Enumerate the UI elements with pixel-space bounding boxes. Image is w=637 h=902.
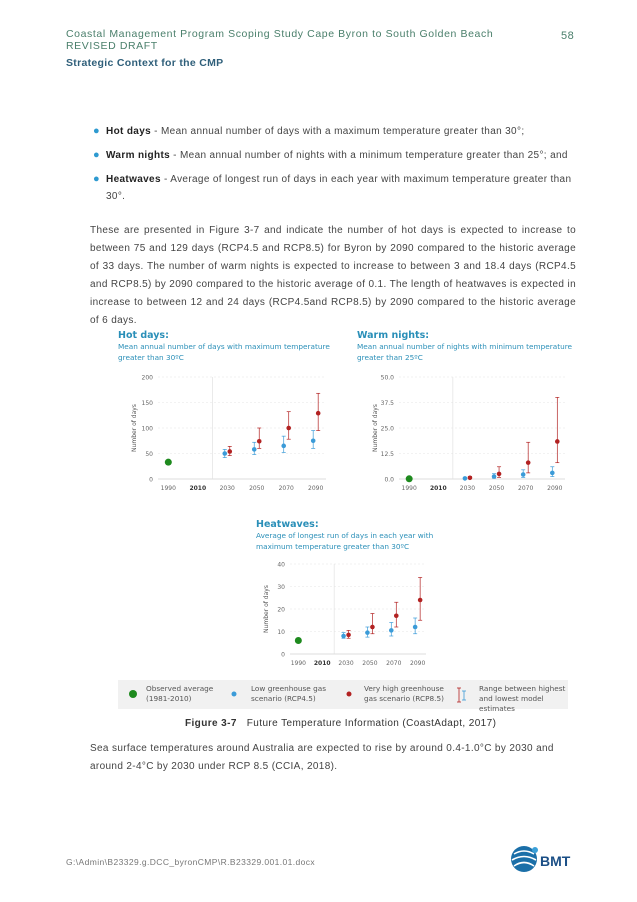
legend-observed: Observed average (1981-2010): [146, 684, 214, 703]
low-scenario-point: [521, 472, 526, 477]
bullet-text: - Mean annual number of nights with a minimum temperature greater than 25°; and: [170, 150, 568, 161]
high-scenario-point: [468, 475, 473, 480]
heatwaves-chart: [256, 554, 431, 674]
bullet-hot-days: [93, 123, 576, 140]
high-scenario-point: [555, 439, 560, 444]
body-paragraph-1: These are presented in Figure 3-7 and indicate the number of hot days is expected to increase to between 75 and 129 days (RCP4.5 and RCP8.5) for Byron by 2090 compared to the historic average of 33 days. The number of warm nights is expected to increase to between 3 and 18.4 days (RCP4.5 and RCP8.5) by 2090 compared to the historic average of 0.1. The length of heatwaves is expected in increase to between 12 and 24 days (RCP4.5and RCP8.5) by 2090 compared to the historic average of 6 days.: [90, 225, 576, 326]
bullet-dot-icon: ●: [93, 125, 100, 137]
x-tick-label: 2010: [313, 660, 331, 667]
header-title: Coastal Management Program Scoping Study Cape Byron to South Golden Beach REVISED DRAFT: [66, 28, 494, 52]
y-tick-label: 50.0: [380, 374, 394, 382]
y-tick-label: 20: [277, 606, 285, 614]
chart-subtitle: Mean annual number of nights with minimum temperature greater than 25ºC: [357, 342, 573, 362]
y-tick-label: 0.0: [384, 476, 394, 484]
chart-title: Heatwaves:: [256, 519, 319, 530]
observed-point: [406, 475, 413, 482]
high-scenario-point: [316, 411, 321, 416]
high-scenario-point: [286, 426, 291, 431]
low-scenario-point: [341, 634, 346, 639]
legend-low: Low greenhouse gas scenario (RCP4.5): [251, 684, 326, 703]
section-title: Strategic Context for the CMP: [66, 57, 224, 69]
body-paragraph-2: Sea surface temperatures around Australia are expected to rise by around 0.4-1.0°C by 2030 and around 2-4°C by 2030 under RCP 8.5 (CCIA, 2018).: [90, 743, 554, 772]
bullet-dot-icon: ●: [93, 173, 100, 185]
page-number: 58: [561, 30, 575, 42]
warm-nights-chart: [357, 365, 572, 495]
y-tick-label: 10: [277, 629, 285, 636]
bullet-term: Heatwaves: [106, 174, 161, 185]
y-tick-label: 0: [281, 651, 285, 659]
y-axis-label: Number of days: [131, 404, 138, 452]
high-scenario-point: [526, 460, 531, 465]
warm-nights-panel: [357, 330, 582, 500]
y-axis-label: Number of days: [372, 404, 379, 452]
hot-days-panel: [118, 330, 343, 500]
chart-title: Hot days:: [118, 330, 169, 341]
bullet-text: - Mean annual number of days with a maximum temperature greater than 30°;: [151, 126, 525, 137]
y-tick-label: 200: [141, 374, 153, 382]
low-scenario-point: [311, 438, 316, 443]
low-scenario-point: [492, 474, 497, 479]
bmt-globe-icon: [511, 846, 538, 872]
x-tick-label: 2090: [308, 485, 324, 492]
low-scenario-point: [389, 628, 394, 633]
footer-path: G:\Admin\B23329.g.DCC_byronCMP\R.B23329.001.01.docx: [66, 857, 316, 867]
y-tick-label: 0: [149, 476, 153, 484]
low-scenario-point: [413, 625, 418, 630]
hot-days-chart: [118, 365, 333, 495]
high-scenario-point: [346, 633, 351, 638]
x-tick-label: 2050: [362, 660, 378, 667]
x-tick-label: 2090: [410, 660, 426, 667]
x-tick-label: 2070: [386, 660, 402, 667]
caption-label: Figure 3-7: [185, 718, 237, 729]
high-scenario-point: [394, 613, 399, 618]
y-tick-label: 100: [141, 425, 153, 433]
y-tick-label: 30: [277, 584, 285, 591]
low-scenario-point: [281, 444, 286, 449]
high-scenario-point: [497, 472, 502, 477]
bullet-term: Hot days: [106, 126, 152, 137]
legend-high: Very high greenhouse gas scenario (RCP8.5): [364, 684, 444, 703]
bullet-heatwaves: [93, 171, 576, 205]
y-tick-label: 50: [145, 451, 153, 458]
logo-text: BMT: [540, 853, 571, 869]
x-tick-label: 2070: [278, 485, 294, 492]
low-scenario-marker-icon: [231, 691, 237, 697]
x-tick-label: 2030: [459, 485, 476, 492]
bullet-dot-icon: ●: [93, 149, 100, 161]
low-scenario-point: [463, 476, 468, 481]
y-tick-label: 37.5: [380, 400, 394, 407]
x-tick-label: 1990: [160, 485, 176, 492]
x-tick-label: 2030: [338, 660, 354, 667]
y-tick-label: 25.0: [380, 425, 394, 433]
bullet-list: [93, 123, 576, 212]
chart-legend: [118, 680, 568, 713]
high-scenario-point: [257, 439, 262, 444]
x-tick-label: 2070: [518, 485, 534, 492]
bmt-logo: [509, 842, 571, 876]
chart-subtitle: Average of longest run of days in each year with maximum temperature greater than 30ºC: [256, 531, 434, 551]
x-tick-label: 1990: [290, 660, 306, 667]
chart-title: Warm nights:: [357, 330, 430, 341]
high-scenario-point: [227, 449, 232, 454]
low-scenario-point: [365, 630, 370, 635]
low-scenario-point: [550, 471, 555, 476]
y-tick-label: 40: [277, 561, 285, 569]
legend-range: Range between highest and lowest model estimates: [479, 684, 566, 713]
x-tick-label: 2050: [488, 485, 505, 492]
x-tick-label: 2090: [547, 485, 563, 492]
x-tick-label: 2030: [219, 485, 235, 492]
range-bar-icon: [455, 685, 467, 705]
caption-text: Future Temperature Information (CoastAdapt, 2017): [246, 718, 497, 729]
high-scenario-point: [370, 625, 375, 630]
y-tick-label: 12.5: [380, 451, 394, 458]
x-tick-label: 1990: [401, 485, 417, 492]
x-tick-label: 2010: [189, 485, 207, 492]
y-axis-label: Number of days: [263, 585, 270, 633]
high-scenario-marker-icon: [346, 691, 352, 697]
bullet-term: Warm nights: [106, 150, 171, 161]
observed-point: [295, 637, 302, 644]
observed-marker-icon: [128, 689, 138, 699]
y-tick-label: 150: [141, 400, 153, 407]
high-scenario-point: [418, 598, 423, 603]
low-scenario-point: [222, 451, 227, 456]
bullet-warm-nights: [93, 147, 576, 164]
chart-subtitle: Mean annual number of days with maximum temperature greater than 30ºC: [118, 342, 330, 362]
bullet-text: - Average of longest run of days in each year with maximum temperature greater than 30°.: [106, 174, 572, 202]
heatwaves-panel: [256, 519, 456, 679]
observed-point: [165, 459, 172, 466]
x-tick-label: 2050: [249, 485, 265, 492]
x-tick-label: 2010: [429, 485, 447, 492]
figure-caption: [185, 718, 496, 729]
low-scenario-point: [252, 447, 257, 452]
